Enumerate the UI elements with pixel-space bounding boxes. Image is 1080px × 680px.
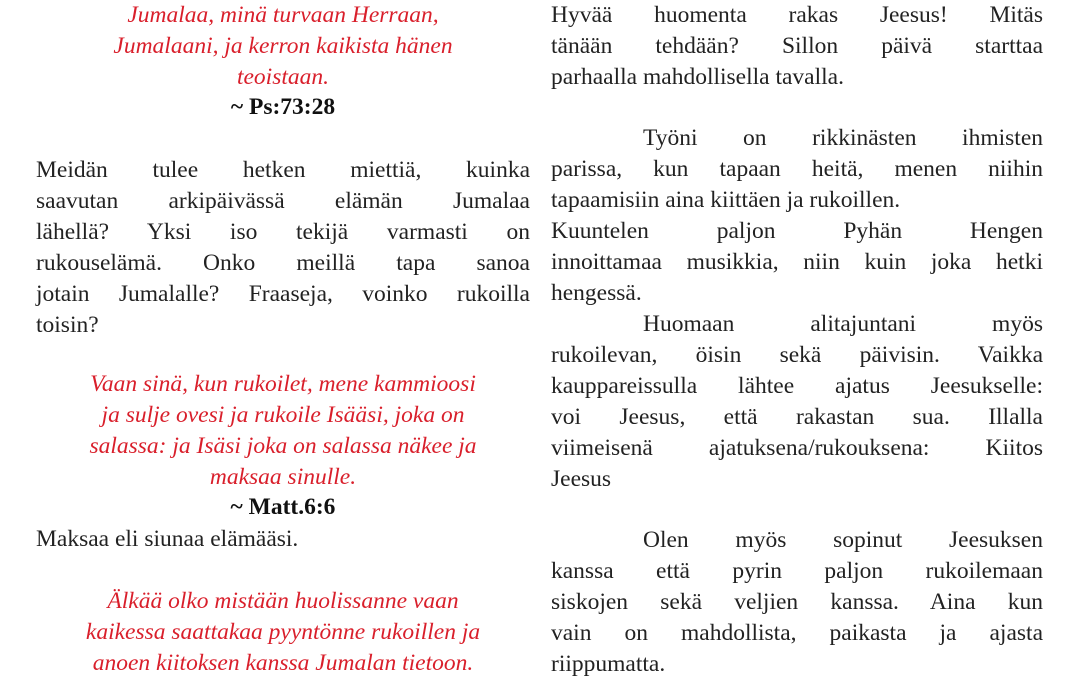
- paragraph-line: Olen myös sopinut Jeesuksen: [643, 527, 1043, 553]
- paragraph-line: parhaalla mahdollisella tavalla.: [551, 64, 844, 90]
- paragraph-line: Kuuntelen paljon Pyhän Hengen: [551, 218, 1043, 244]
- paragraph-line: saavutan arkipäivässä elämän Jumalaa: [36, 188, 530, 214]
- verse-line: kaikessa saattakaa pyyntönne rukoillen ja: [85, 619, 481, 645]
- paragraph-line: rukouselämä. Onko meillä tapa sanoa: [36, 250, 530, 276]
- paragraph-line: Työni on rikkinästen ihmisten: [643, 125, 1043, 151]
- verse-line: Älkää olko mistään huolissanne vaan: [107, 588, 459, 614]
- paragraph-line: riippumatta.: [551, 651, 666, 677]
- paragraph-line: tänään tehdään? Sillon päivä starttaa: [551, 33, 1043, 59]
- verse-line: teoistaan.: [236, 64, 330, 90]
- verse-line: anoen kiitoksen kanssa Jumalan tietoon.: [92, 650, 474, 676]
- verse-line: Jumalaa, minä turvaan Herraan,: [127, 2, 439, 28]
- paragraph-line: jotain Jumalalle? Fraaseja, voinko rukoilla: [36, 281, 530, 307]
- paragraph-line: tapaamisiin aina kiittäen ja rukoillen.: [551, 187, 901, 213]
- paragraph-line: voi Jeesus, että rakastan sua. Illalla: [551, 404, 1043, 430]
- paragraph-line: Hyvää huomenta rakas Jeesus! Mitäs: [551, 2, 1043, 28]
- paragraph-line: Huomaan alitajuntani myös: [643, 311, 1043, 337]
- verse-line: ja sulje ovesi ja rukoile Isääsi, joka on: [101, 402, 465, 428]
- paragraph-line: viimeisenä ajatuksena/rukouksena: Kiitos: [551, 435, 1043, 461]
- verse-reference: ~ Matt.6:6: [230, 494, 336, 520]
- paragraph-line: parissa, kun tapaan heitä, menen niihin: [551, 156, 1043, 182]
- paragraph-line: hengessä.: [551, 280, 642, 306]
- verse-line: salassa: ja Isäsi joka on salassa näkee ja: [89, 433, 477, 459]
- paragraph-blessing: Maksaa eli siunaa elämääsi.: [36, 526, 299, 552]
- paragraph-line: kanssa että pyrin paljon rukoilemaan: [551, 558, 1043, 584]
- paragraph-line: Meidän tulee hetken miettiä, kuinka: [36, 157, 530, 183]
- paragraph-line: Jeesus: [551, 466, 612, 492]
- verse-line: Jumalaani, ja kerron kaikista hänen: [113, 33, 453, 59]
- paragraph-line: lähellä? Yksi iso tekijä varmasti on: [36, 219, 530, 245]
- paragraph-line: innoittamaa musikkia, niin kuin joka hetki: [551, 249, 1043, 275]
- verse-line: maksaa sinulle.: [209, 464, 357, 490]
- verse-line: Vaan sinä, kun rukoilet, mene kammioosi: [90, 371, 476, 397]
- paragraph-line: siskojen sekä veljien kanssa. Aina kun: [551, 589, 1043, 615]
- paragraph-line: toisin?: [36, 312, 99, 338]
- paragraph-line: vain on mahdollista, paikasta ja ajasta: [551, 620, 1043, 646]
- paragraph-line: kauppareissulla lähtee ajatus Jeesukselle:: [551, 373, 1043, 399]
- verse-reference: ~ Ps:73:28: [230, 94, 336, 120]
- paragraph-line: rukoilevan, öisin sekä päivisin. Vaikka: [551, 342, 1043, 368]
